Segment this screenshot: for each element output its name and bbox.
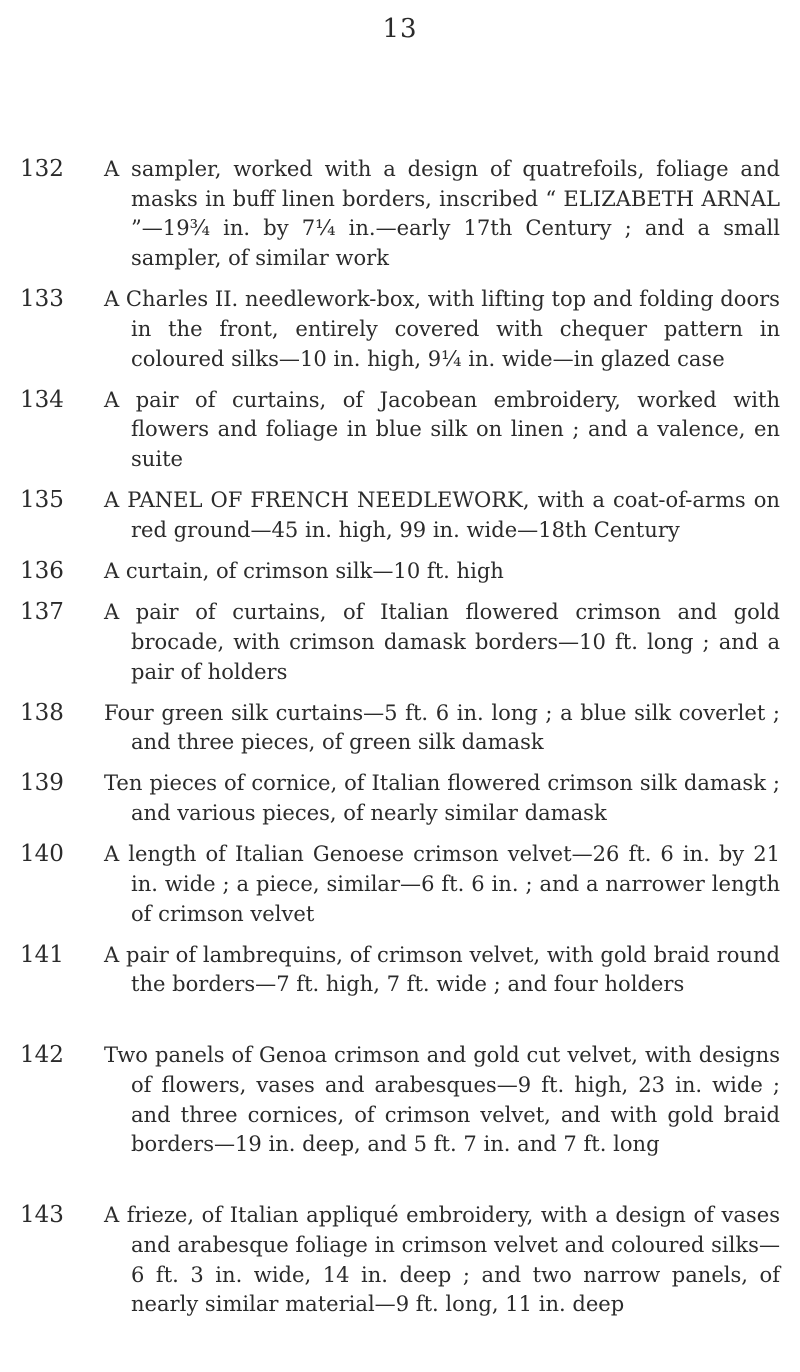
lot-entry [0, 1040, 800, 1195]
lot-number: 137 [20, 599, 64, 626]
lot-entry [0, 485, 800, 547]
lot-number: 133 [20, 286, 64, 313]
lot-entry [0, 284, 800, 377]
lot-entry [0, 839, 800, 932]
lot-description: A pair of curtains, of Italian flowered crimson and gold brocade, with crimson damask borders—10 ft. long ; and a pair of holders [104, 599, 780, 684]
lot-description: Ten pieces of cornice, of Italian flowered crimson silk damask ; and various pieces, of nearly similar damask [104, 770, 780, 826]
lot-description: A PANEL OF FRENCH NEEDLEWORK, with a coat-of-arms on red ground—45 in. high, 99 in. wide—18th Century [104, 487, 780, 542]
page-number: 13 [382, 14, 418, 44]
lot-entry [0, 154, 800, 278]
lot-number: 143 [20, 1202, 64, 1229]
lot-number: 139 [20, 770, 64, 797]
lot-description: Four green silk curtains—5 ft. 6 in. long ; a blue silk coverlet ; and three pieces, of green silk damask [104, 699, 780, 755]
lot-number: 140 [20, 841, 64, 868]
lot-entry [0, 597, 800, 690]
lot-description: A length of Italian Genoese crimson velvet—26 ft. 6 in. by 21 in. wide ; a piece, similar—6 ft. 6 in. ; and a narrower length of crimson velvet [104, 841, 780, 926]
lot-description: A frieze, of Italian appliqué embroidery, with a design of vases and arabesque foliage in crimson velvet and coloured silks—6 ft. 3 in. wide, 14 in. deep ; and two narrow panels, of nearly similar material—9 ft. long, 11 in. deep [104, 1202, 780, 1317]
lot-entry [0, 698, 800, 760]
lot-number: 138 [20, 699, 64, 726]
lot-entry [0, 768, 800, 830]
lot-description: A sampler, worked with a design of quatrefoils, foliage and masks in buff linen borders, inscribed “ ELIZABETH ARNAL ”—19¾ in. by 7¼ in.—early 17th Century ; and a small sampler, of similar work [104, 156, 780, 271]
lot-description: A pair of curtains, of Jacobean embroidery, worked with flowers and foliage in blue silk on linen ; and a valence, en suite [104, 386, 780, 471]
lot-description: Two panels of Genoa crimson and gold cut velvet, with designs of flowers, vases and arabesques—9 ft. high, 23 in. wide ; and three cornices, of crimson velvet, and with gold braid borders—19 in. deep, and 5 ft. 7 in. and 7 ft. long [104, 1042, 780, 1157]
lot-number: 142 [20, 1042, 64, 1069]
lot-number: 136 [20, 558, 64, 584]
lot-description: A Charles II. needlework-box, with lifting top and folding doors in the front, entirely covered with chequer pattern in coloured silks—10 in. high, 9¼ in. wide—in glazed case [104, 286, 780, 371]
lot-description: A pair of lambrequins, of crimson velvet, with gold braid round the borders—7 ft. high, 7 ft. wide ; and four holders [104, 941, 780, 997]
lot-number: 134 [20, 386, 64, 413]
lot-entry [0, 1200, 800, 1355]
lot-entry [0, 940, 800, 1033]
lot-number: 135 [20, 487, 64, 514]
lot-number: 132 [20, 156, 64, 182]
lot-description: A curtain, of crimson silk—10 ft. high [104, 558, 504, 583]
lot-entry [0, 385, 800, 478]
lot-entry [0, 556, 800, 587]
lot-number: 141 [20, 941, 64, 968]
